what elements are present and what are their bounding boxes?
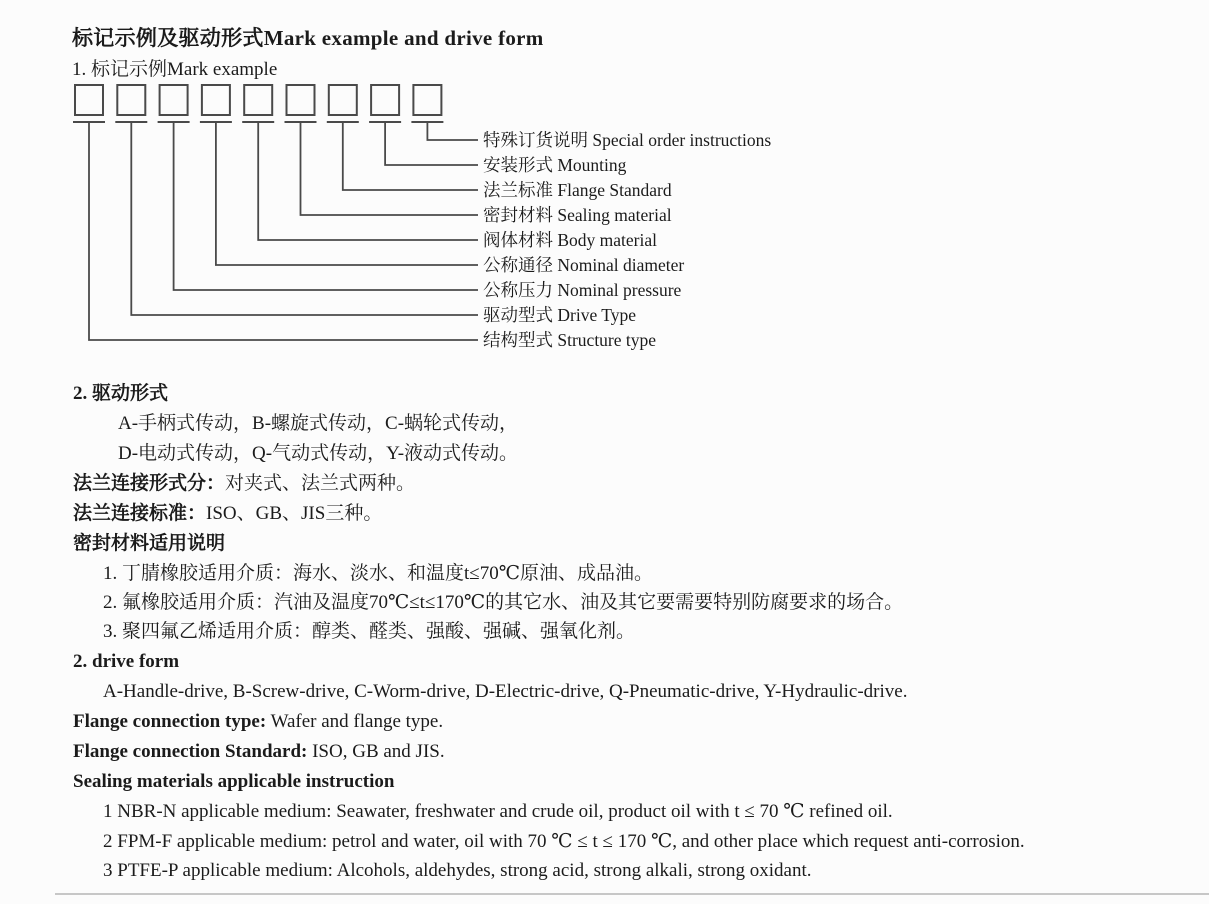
diagram-label-zh: 结构型式 — [483, 330, 553, 350]
body-text: Wafer and flange type. — [266, 711, 444, 732]
connector-elbow-line — [89, 122, 478, 340]
body-text: ISO、GB、JIS三种。 — [206, 503, 383, 524]
body-text: 2 FPM-F applicable medium: petrol and water, oil with 70 ℃ ≤ t ≤ 170 ℃, and other place which request anti-corrosion. — [103, 831, 1025, 852]
paragraph-sealing-en-heading — [73, 769, 394, 795]
lead-text: Flange connection Standard: — [73, 741, 308, 762]
diagram-label-zh: 阀体材料 — [483, 230, 553, 250]
connector-elbow-line — [385, 122, 478, 165]
diagram-label-en: Nominal diameter — [557, 255, 685, 275]
paragraph-flange-standard-zh — [73, 501, 382, 527]
diagram-label-en: Mounting — [557, 155, 627, 175]
lead-text: 法兰连接标准： — [73, 503, 207, 524]
body-text: 3 PTFE-P applicable medium: Alcohols, aldehydes, strong acid, strong alkali, strong oxidant. — [103, 860, 812, 881]
diagram-label-zh: 密封材料 — [483, 205, 553, 225]
diagram-label — [483, 177, 672, 203]
designation-box — [75, 85, 103, 115]
paragraph-drive-form-zh-line1 — [118, 411, 518, 437]
designation-box — [287, 85, 315, 115]
diagram-label-en: Body material — [557, 230, 658, 250]
diagram-label — [483, 202, 672, 228]
designation-box — [244, 85, 272, 115]
paragraph-flange-type-en — [73, 709, 443, 735]
diagram-label — [483, 127, 771, 153]
paragraph-sealing-zh-item2 — [103, 590, 903, 616]
page-title-en: Mark example and drive form — [263, 26, 544, 50]
body-text: 3. 聚四氟乙烯适用介质：醇类、醛类、强酸、强碱、强氧化剂。 — [103, 621, 636, 642]
designation-box — [371, 85, 399, 115]
body-text: 对夹式、法兰式两种。 — [225, 473, 416, 494]
paragraph-drive-form-zh-line2 — [118, 441, 518, 467]
diagram-label-en: Sealing material — [557, 205, 672, 225]
diagram-label-en: Drive Type — [557, 305, 637, 325]
body-text: 1 NBR-N applicable medium: Seawater, freshwater and crude oil, product oil with t ≤ 70 ℃ refined oil. — [103, 801, 893, 822]
body-text: 1. 丁腈橡胶适用介质：海水、淡水、和温度t≤70℃原油、成品油。 — [103, 563, 653, 584]
connector-elbow-line — [131, 122, 478, 315]
paragraph-sealing-zh-item1 — [103, 561, 653, 587]
connector-elbow-line — [427, 122, 478, 140]
paragraph-sealing-zh-item3 — [103, 619, 635, 645]
body-text: A-手柄式传动，B-螺旋式传动，C-蜗轮式传动， — [118, 413, 519, 434]
diagram-label-en: Nominal pressure — [557, 280, 682, 300]
heading-text: 2. 驱动形式 — [73, 383, 169, 404]
heading-text: 密封材料适用说明 — [73, 533, 226, 554]
mark-example-subtitle: 1. 标记示例Mark example — [72, 59, 278, 80]
diagram-label — [483, 252, 684, 278]
body-text: A-Handle-drive, B-Screw-drive, C-Worm-drive, D-Electric-drive, Q-Pneumatic-drive, Y-Hydraulic-drive. — [103, 681, 908, 702]
heading-text: Sealing materials applicable instruction — [73, 771, 395, 792]
page-bottom-rule — [55, 893, 1209, 895]
page-title — [72, 22, 544, 52]
heading-text: 2. drive form — [73, 651, 180, 672]
diagram-label-zh: 安装形式 — [483, 155, 553, 175]
connector-elbow-line — [258, 122, 478, 240]
diagram-label-en: Structure type — [557, 330, 657, 350]
diagram-label-zh: 公称压力 — [483, 280, 553, 300]
designation-box — [160, 85, 188, 115]
designation-box — [202, 85, 230, 115]
body-text: ISO, GB and JIS. — [307, 741, 445, 762]
diagram-label — [483, 302, 636, 328]
designation-box — [329, 85, 357, 115]
diagram-label-zh: 特殊订货说明 — [483, 130, 588, 150]
lead-text: Flange connection type: — [73, 711, 267, 732]
paragraph-sealing-en-item3 — [103, 858, 812, 884]
paragraph-sealing-en-item2 — [103, 829, 1025, 855]
connector-elbow-line — [301, 122, 479, 215]
diagram-label-en: Flange Standard — [557, 180, 672, 200]
diagram-label — [483, 227, 657, 253]
diagram-label-zh: 驱动型式 — [483, 305, 553, 325]
paragraph-sealing-en-item1 — [103, 799, 893, 825]
body-text: D-电动式传动，Q-气动式传动，Y-液动式传动。 — [118, 443, 519, 464]
connector-elbow-line — [216, 122, 478, 265]
connector-elbow-line — [174, 122, 478, 290]
connector-elbow-line — [343, 122, 478, 190]
diagram-label — [483, 327, 656, 353]
diagram-label — [483, 152, 626, 178]
diagram-label-en: Special order instructions — [592, 130, 772, 150]
paragraph-flange-type-zh — [73, 471, 415, 497]
diagram-label-zh: 法兰标准 — [483, 180, 553, 200]
paragraph-flange-standard-en — [73, 739, 445, 765]
paragraph-sealing-zh-heading — [73, 531, 225, 557]
lead-text: 法兰连接形式分： — [73, 473, 226, 494]
diagram-label-zh: 公称通径 — [483, 255, 553, 275]
page-title-zh: 标记示例及驱动形式 — [72, 26, 264, 50]
paragraph-drive-form-en-heading — [73, 649, 179, 675]
designation-box — [413, 85, 441, 115]
paragraph-drive-form-zh-heading — [73, 381, 168, 407]
designation-box — [117, 85, 145, 115]
body-text: 2. 氟橡胶适用介质：汽油及温度70℃≤t≤170℃的其它水、油及其它要需要特别防腐要求的场合。 — [103, 592, 904, 613]
diagram-label — [483, 277, 681, 303]
paragraph-drive-form-en-line — [103, 679, 907, 705]
